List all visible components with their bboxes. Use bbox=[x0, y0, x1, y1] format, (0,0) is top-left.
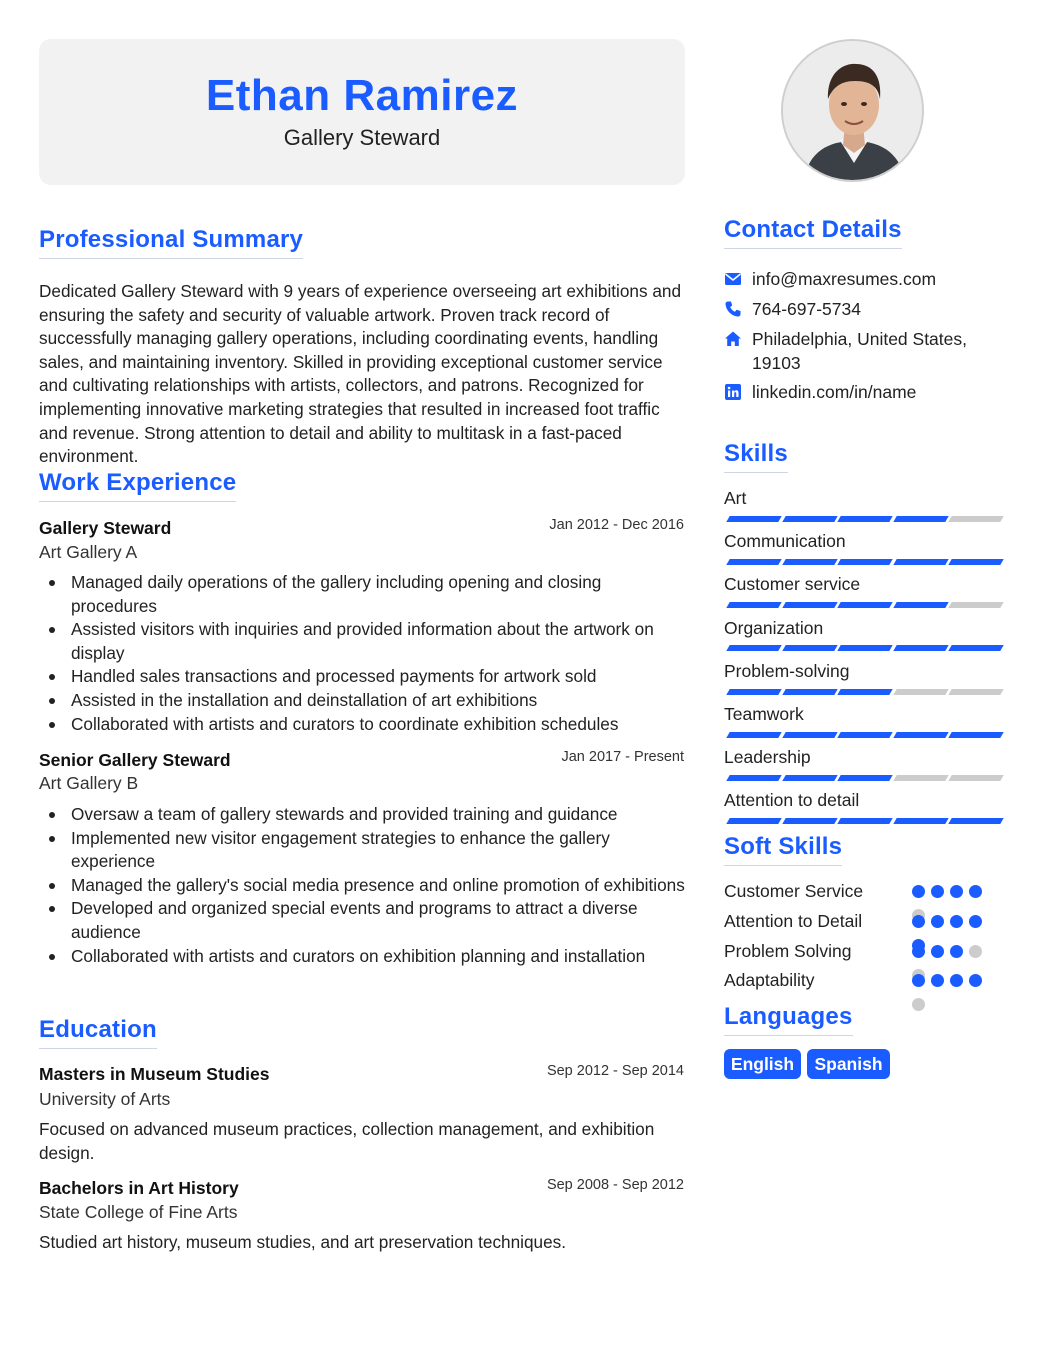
list-item: Collaborated with artists and curators on exhibition planning and installation bbox=[71, 945, 685, 969]
skill-segment-filled bbox=[837, 689, 892, 695]
skill-bar bbox=[725, 645, 1000, 651]
skill-segment-empty bbox=[893, 689, 948, 695]
skill-segment-filled bbox=[782, 689, 837, 695]
list-item: Assisted in the installation and deinstallation of art exhibitions bbox=[71, 689, 685, 713]
skill-bar bbox=[725, 689, 1000, 695]
header-card bbox=[39, 39, 685, 185]
skill-segment-filled bbox=[948, 559, 1003, 565]
rating-dot-filled bbox=[969, 974, 982, 987]
contact-email bbox=[724, 268, 1014, 292]
list-item: Implemented new visitor engagement strategies to enhance the gallery experience bbox=[71, 827, 685, 874]
list-item: Managed the gallery's social media presence and online promotion of exhibitions bbox=[71, 874, 685, 898]
skill-segment-filled bbox=[782, 559, 837, 565]
rating-dot-empty bbox=[969, 945, 982, 958]
skill-segment-filled bbox=[782, 818, 837, 824]
skill-segment-filled bbox=[893, 516, 948, 522]
job-dates: Jan 2012 - Dec 2016 bbox=[549, 517, 684, 533]
job-bullets bbox=[71, 803, 685, 968]
education-dates: Sep 2012 - Sep 2014 bbox=[546, 1063, 684, 1079]
skill-segment-empty bbox=[893, 775, 948, 781]
skill-segment-filled bbox=[837, 602, 892, 608]
skill-name: Customer service bbox=[724, 574, 861, 594]
skill-segment-filled bbox=[837, 818, 892, 824]
list-item: Handled sales transactions and processed payments for artwork sold bbox=[71, 665, 685, 689]
skill-segment-filled bbox=[948, 645, 1003, 651]
rating-dot-filled bbox=[912, 974, 925, 987]
contact-phone bbox=[724, 298, 1014, 322]
rating-dot-filled bbox=[931, 974, 944, 987]
avatar bbox=[783, 41, 924, 182]
contact-heading: Contact Details bbox=[724, 216, 902, 249]
rating-dot-empty bbox=[912, 998, 925, 1011]
rating-dot-filled bbox=[950, 915, 963, 928]
skill-segment-filled bbox=[837, 645, 892, 651]
skill-bar bbox=[725, 732, 1000, 738]
skill-bar bbox=[725, 775, 1000, 781]
degree-title: Masters in Museum Studies bbox=[39, 1064, 270, 1084]
experience-heading: Work Experience bbox=[39, 469, 236, 502]
skill-name: Communication bbox=[724, 531, 846, 551]
skill-segment-filled bbox=[726, 516, 781, 522]
education-description: Studied art history, museum studies, and art preservation techniques. bbox=[39, 1232, 567, 1252]
education-heading: Education bbox=[39, 1016, 157, 1049]
skill-bar bbox=[725, 602, 1000, 608]
skill-segment-filled bbox=[726, 732, 781, 738]
candidate-name: Ethan Ramirez bbox=[205, 71, 519, 120]
skill-segment-filled bbox=[726, 689, 781, 695]
skill-name: Attention to detail bbox=[724, 790, 860, 810]
skills-heading: Skills bbox=[724, 440, 788, 473]
job-dates: Jan 2017 - Present bbox=[561, 749, 684, 765]
job-title: Gallery Steward bbox=[39, 518, 172, 538]
school-name: University of Arts bbox=[39, 1089, 171, 1109]
soft-skill-name: Adaptability bbox=[724, 970, 815, 990]
rating-dot-filled bbox=[950, 974, 963, 987]
education-dates: Sep 2008 - Sep 2012 bbox=[546, 1177, 684, 1193]
skill-name: Problem-solving bbox=[724, 661, 850, 681]
skill-segment-filled bbox=[726, 559, 781, 565]
list-item: Managed daily operations of the gallery including opening and closing procedures bbox=[71, 571, 685, 618]
linkedin-text[interactable]: linkedin.com/in/name bbox=[752, 382, 917, 402]
skill-segment-filled bbox=[893, 645, 948, 651]
skill-segment-empty bbox=[948, 516, 1003, 522]
skill-name: Organization bbox=[724, 618, 824, 638]
languages-heading: Languages bbox=[724, 1003, 853, 1036]
contact-linkedin bbox=[724, 381, 1014, 405]
skill-name: Art bbox=[724, 488, 747, 508]
rating-dot-filled bbox=[931, 885, 944, 898]
phone-text[interactable]: 764-697-5734 bbox=[752, 299, 861, 319]
skill-segment-filled bbox=[893, 732, 948, 738]
soft-skill-name: Customer Service bbox=[724, 881, 864, 901]
skill-segment-filled bbox=[893, 818, 948, 824]
phone-icon bbox=[724, 300, 742, 318]
skill-segment-empty bbox=[948, 775, 1003, 781]
rating-dot-filled bbox=[912, 915, 925, 928]
rating-dot-filled bbox=[912, 885, 925, 898]
summary-heading: Professional Summary bbox=[39, 226, 303, 259]
soft-skill-name: Problem Solving bbox=[724, 941, 852, 961]
rating-dot-filled bbox=[931, 945, 944, 958]
candidate-title: Gallery Steward bbox=[283, 125, 441, 150]
skill-bar bbox=[725, 516, 1000, 522]
rating-dot-filled bbox=[912, 945, 925, 958]
contact-address bbox=[724, 328, 1014, 375]
profile-photo bbox=[781, 39, 924, 182]
skill-name: Teamwork bbox=[724, 704, 804, 724]
list-item: Collaborated with artists and curators to coordinate exhibition schedules bbox=[71, 713, 685, 737]
skill-segment-empty bbox=[948, 689, 1003, 695]
list-item: Oversaw a team of gallery stewards and provided training and guidance bbox=[71, 803, 685, 827]
skill-bar bbox=[725, 818, 1000, 824]
rating-dot-filled bbox=[950, 885, 963, 898]
skill-segment-empty bbox=[948, 602, 1003, 608]
skill-segment-filled bbox=[782, 516, 837, 522]
envelope-icon bbox=[724, 270, 742, 288]
skill-segment-filled bbox=[726, 775, 781, 781]
list-item: Developed and organized special events and programs to attract a diverse audience bbox=[71, 897, 685, 944]
school-name: State College of Fine Arts bbox=[39, 1202, 238, 1222]
job-company: Art Gallery A bbox=[39, 542, 138, 562]
skill-segment-filled bbox=[893, 602, 948, 608]
skill-segment-filled bbox=[782, 732, 837, 738]
skill-segment-filled bbox=[726, 602, 781, 608]
soft-skill-name: Attention to Detail bbox=[724, 911, 863, 931]
language-tag: Spanish bbox=[807, 1049, 890, 1079]
summary-text: Dedicated Gallery Steward with 9 years of experience overseeing art exhibitions and ensuring the safety and security of valuable artwork. Proven track record of successfully managing gallery operations, including coordinating events, handling sales, and maintaining inventory. Skilled in providing exceptional customer service and cultivating relationships with artists, collectors, and patrons. Recognized for implementing innovative marketing strategies that resulted in increased foot traffic and revenue. Strong attention to detail and ability to multitask in a fast-paced environment. bbox=[39, 281, 682, 467]
skill-segment-filled bbox=[837, 732, 892, 738]
skill-segment-filled bbox=[948, 818, 1003, 824]
email-text[interactable]: info@maxresumes.com bbox=[752, 269, 937, 289]
skill-segment-filled bbox=[837, 775, 892, 781]
skill-segment-filled bbox=[782, 775, 837, 781]
job-title: Senior Gallery Steward bbox=[39, 750, 231, 770]
degree-title: Bachelors in Art History bbox=[39, 1178, 239, 1198]
rating-dot-filled bbox=[969, 915, 982, 928]
rating-dot-filled bbox=[931, 915, 944, 928]
address-text: Philadelphia, United States, 19103 bbox=[752, 329, 967, 373]
rating-dot-filled bbox=[950, 945, 963, 958]
language-tag: English bbox=[724, 1049, 801, 1079]
skill-segment-filled bbox=[726, 645, 781, 651]
skill-name: Leadership bbox=[724, 747, 811, 767]
linkedin-icon bbox=[724, 383, 742, 401]
skill-segment-filled bbox=[948, 732, 1003, 738]
skill-segment-filled bbox=[893, 559, 948, 565]
skill-segment-filled bbox=[782, 645, 837, 651]
soft-skills-heading: Soft Skills bbox=[724, 833, 842, 866]
education-description: Focused on advanced museum practices, collection management, and exhibition design. bbox=[39, 1119, 655, 1163]
skill-segment-filled bbox=[837, 559, 892, 565]
skill-bar bbox=[725, 559, 1000, 565]
job-bullets bbox=[71, 571, 685, 736]
skill-segment-filled bbox=[782, 602, 837, 608]
home-icon bbox=[724, 330, 742, 348]
list-item: Assisted visitors with inquiries and provided information about the artwork on display bbox=[71, 618, 685, 665]
job-company: Art Gallery B bbox=[39, 773, 139, 793]
rating-dot-filled bbox=[969, 885, 982, 898]
skill-segment-filled bbox=[837, 516, 892, 522]
skill-segment-filled bbox=[726, 818, 781, 824]
